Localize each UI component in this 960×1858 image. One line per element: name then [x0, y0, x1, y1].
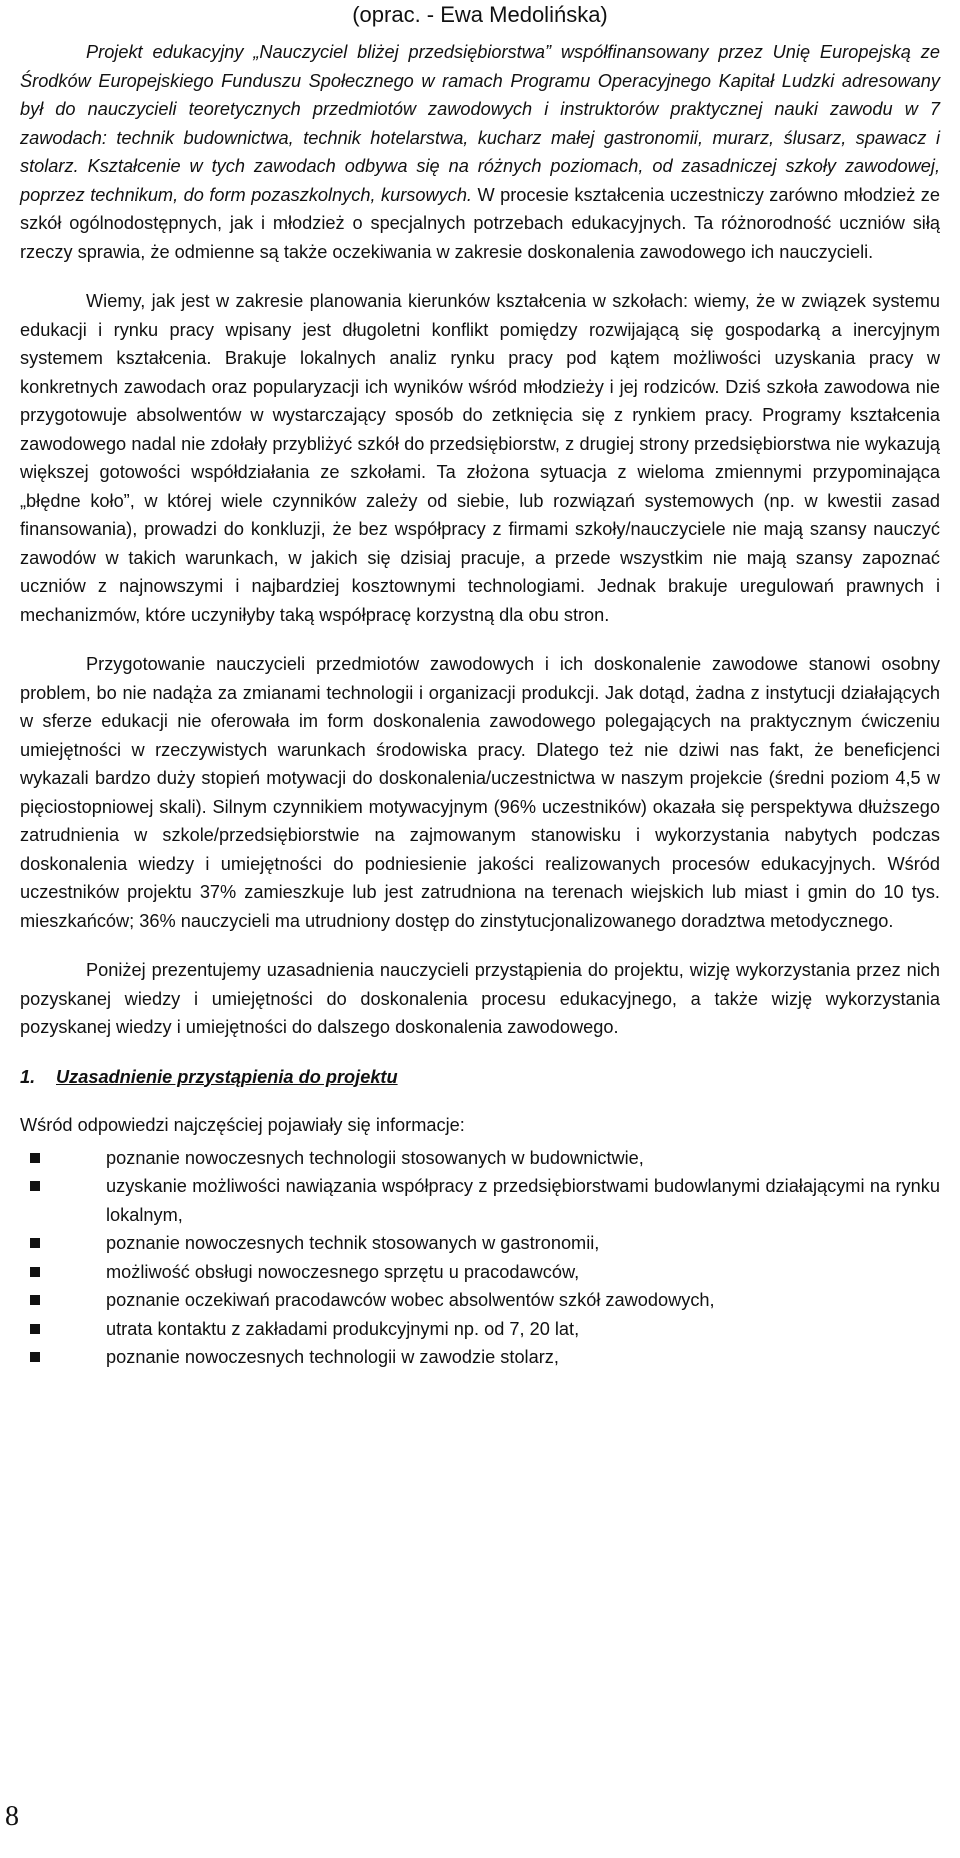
- section-number: 1.: [20, 1066, 36, 1087]
- paragraph-teacher-preparation: Przygotowanie nauczycieli przedmiotów zawodowych i ich doskonalenie zawodowe stanowi osobny problem, bo nie nadąża za zmianami technologii i organizacji produkcji. Jak dotąd, żadna z instytucji działających w sferze edukacji nie oferowała im form doskonalenia zawodowego polegających na praktycznym ćwiczeniu umiejętności w rzeczywistych warunkach środowiska pracy. Dlatego też nie dziwi nas fakt, że beneficjenci wykazali bardzo duży stopień motywacji do doskonalenia/uczestnictwa w naszym projekcie (średni poziom 4,5 w pięciostopniowej skali). Silnym czynnikiem motywacyjnym (96% uczestników) okazała się perspektywa dłuższego zatrudnienia w szkole/przedsiębiorstwie na zajmowanym stanowisku i wykorzystania nabytych podczas doskonalenia wiedzy i umiejętności do podniesienie jakości realizowanych procesów edukacyjnych. Wśród uczestników projektu 37% zamieszkuje lub jest zatrudniona na terenach wiejskich lub miast i gmin do 10 tys. mieszkańców; 36% nauczycieli ma utrudniony dostęp do zinstytucjonalizowanego doradztwa metodycznego.: [20, 654, 940, 931]
- list-item: [20, 1258, 940, 1287]
- list-item: [20, 1172, 940, 1229]
- list-item-text: uzyskanie możliwości nawiązania współpracy z przedsiębiorstwami budowlanymi działającymi na rynku lokalnym,: [106, 1176, 940, 1225]
- paragraph-italic-part: Projekt edukacyjny „Nauczyciel bliżej przedsiębiorstwa” współfinansowany przez Unię Europejską ze Środków Europejskiego Funduszu Społecznego w ramach Programu Operacyjnego Kapitał Ludzki adresowany był do nauczycieli teoretycznych przedmiotów zawodowych i instruktorów praktycznej nauki zawodu w 7 zawodach: technik budownictwa, technik hotelarstwa, kucharz małej gastronomii, murarz, ślusarz, spawacz i stolarz. Kształcenie w tych zawodach odbywa się na różnych poziomach, od zasadniczej szkoły zawodowej, poprzez technikum, do form pozaszkolnych, kursowych.: [20, 42, 940, 205]
- square-bullet-icon: [30, 1267, 40, 1277]
- square-bullet-icon: [30, 1153, 40, 1163]
- list-item-text: możliwość obsługi nowoczesnego sprzętu u pracodawców,: [106, 1261, 580, 1282]
- list-item: [20, 1343, 940, 1372]
- section-heading: [20, 1063, 940, 1092]
- author-line: (oprac. - Ewa Medolińska): [352, 2, 608, 27]
- list-item: [20, 1144, 940, 1173]
- list-item: [20, 1315, 940, 1344]
- square-bullet-icon: [30, 1324, 40, 1334]
- square-bullet-icon: [30, 1181, 40, 1191]
- list-item-text: poznanie oczekiwań pracodawców wobec absolwentów szkół zawodowych,: [106, 1290, 715, 1310]
- document-page: [20, 0, 940, 1372]
- list-item-text: poznanie nowoczesnych technik stosowanych w gastronomii,: [106, 1233, 600, 1253]
- page-number: 8: [5, 1801, 19, 1832]
- square-bullet-icon: [30, 1352, 40, 1362]
- list-item-text: poznanie nowoczesnych technologii stosowanych w budownictwie,: [106, 1147, 644, 1168]
- section-title: Uzasadnienie przystąpienia do projektu: [56, 1066, 398, 1087]
- square-bullet-icon: [30, 1295, 40, 1305]
- paragraph-normal-part: W procesie kształcenia uczestniczy zarówno młodzież ze szkół ogólnodostępnych, jak i młodzież o specjalnych potrzebach edukacyjnych. Ta różnorodność uczniów siłą rzeczy sprawia, że odmienne są także oczekiwania w zakresie doskonalenia zawodowego ich nauczycieli.: [20, 184, 940, 262]
- list-item: [20, 1286, 940, 1315]
- square-bullet-icon: [30, 1238, 40, 1248]
- list-intro: Wśród odpowiedzi najczęściej pojawiały się informacje:: [20, 1115, 465, 1135]
- paragraph-education-system: Wiemy, jak jest w zakresie planowania kierunków kształcenia w szkołach: wiemy, że w związek systemu edukacji i rynku pracy wpisany jest długoletni konflikt pomiędzy rozwijającą się gospodarką a inercyjnym systemem kształcenia. Brakuje lokalnych analiz rynku pracy pod kątem możliwości uzyskania pracy w konkretnych zawodach oraz popularyzacji ich wyników wśród młodzieży i jej rodziców. Dziś szkoła zawodowa nie przygotowuje absolwentów w wystarczający sposób do zetknięcia się z rynkiem pracy. Programy kształcenia zawodowego nadal nie zdołały przybliżyć szkół do przedsiębiorstw, z drugiej strony przedsiębiorstwa nie wykazują większej gotowości współdziałania ze szkołami. Ta złożona sytuacja z wieloma zmiennymi przypominająca „błędne koło”, w której wiele czynników zależy od siebie, lub rozwiązań systemowych (np. w kwestii zasad finansowania), prowadzi do konkluzji, że bez współpracy z firmami szkoły/nauczyciele nie mają szansy nauczyć zawodów w takich warunkach, w jakich się dzisiaj pracuje, a przede wszystkim nie mają szansy zapoznać uczniów z najnowszymi i najbardziej kosztownymi technologiami. Jednak brakuje uregulowań prawnych i mechanizmów, które uczyniłyby taką współpracę korzystną dla obu stron.: [20, 291, 940, 625]
- list-item-text: utrata kontaktu z zakładami produkcyjnymi np. od 7, 20 lat,: [106, 1318, 580, 1339]
- paragraph-project-intro: [20, 38, 940, 266]
- list-item: [20, 1229, 940, 1258]
- list-item-text: poznanie nowoczesnych technologii w zawodzie stolarz,: [106, 1347, 559, 1367]
- bullet-list: [20, 1144, 940, 1372]
- paragraph-presentation: Poniżej prezentujemy uzasadnienia nauczycieli przystąpienia do projektu, wizję wykorzystania przez nich pozyskanej wiedzy i umiejętności do doskonalenia procesu edukacyjnego, a także wizję wykorzystania pozyskanej wiedzy i umiejętności do dalszego doskonalenia zawodowego.: [20, 960, 940, 1037]
